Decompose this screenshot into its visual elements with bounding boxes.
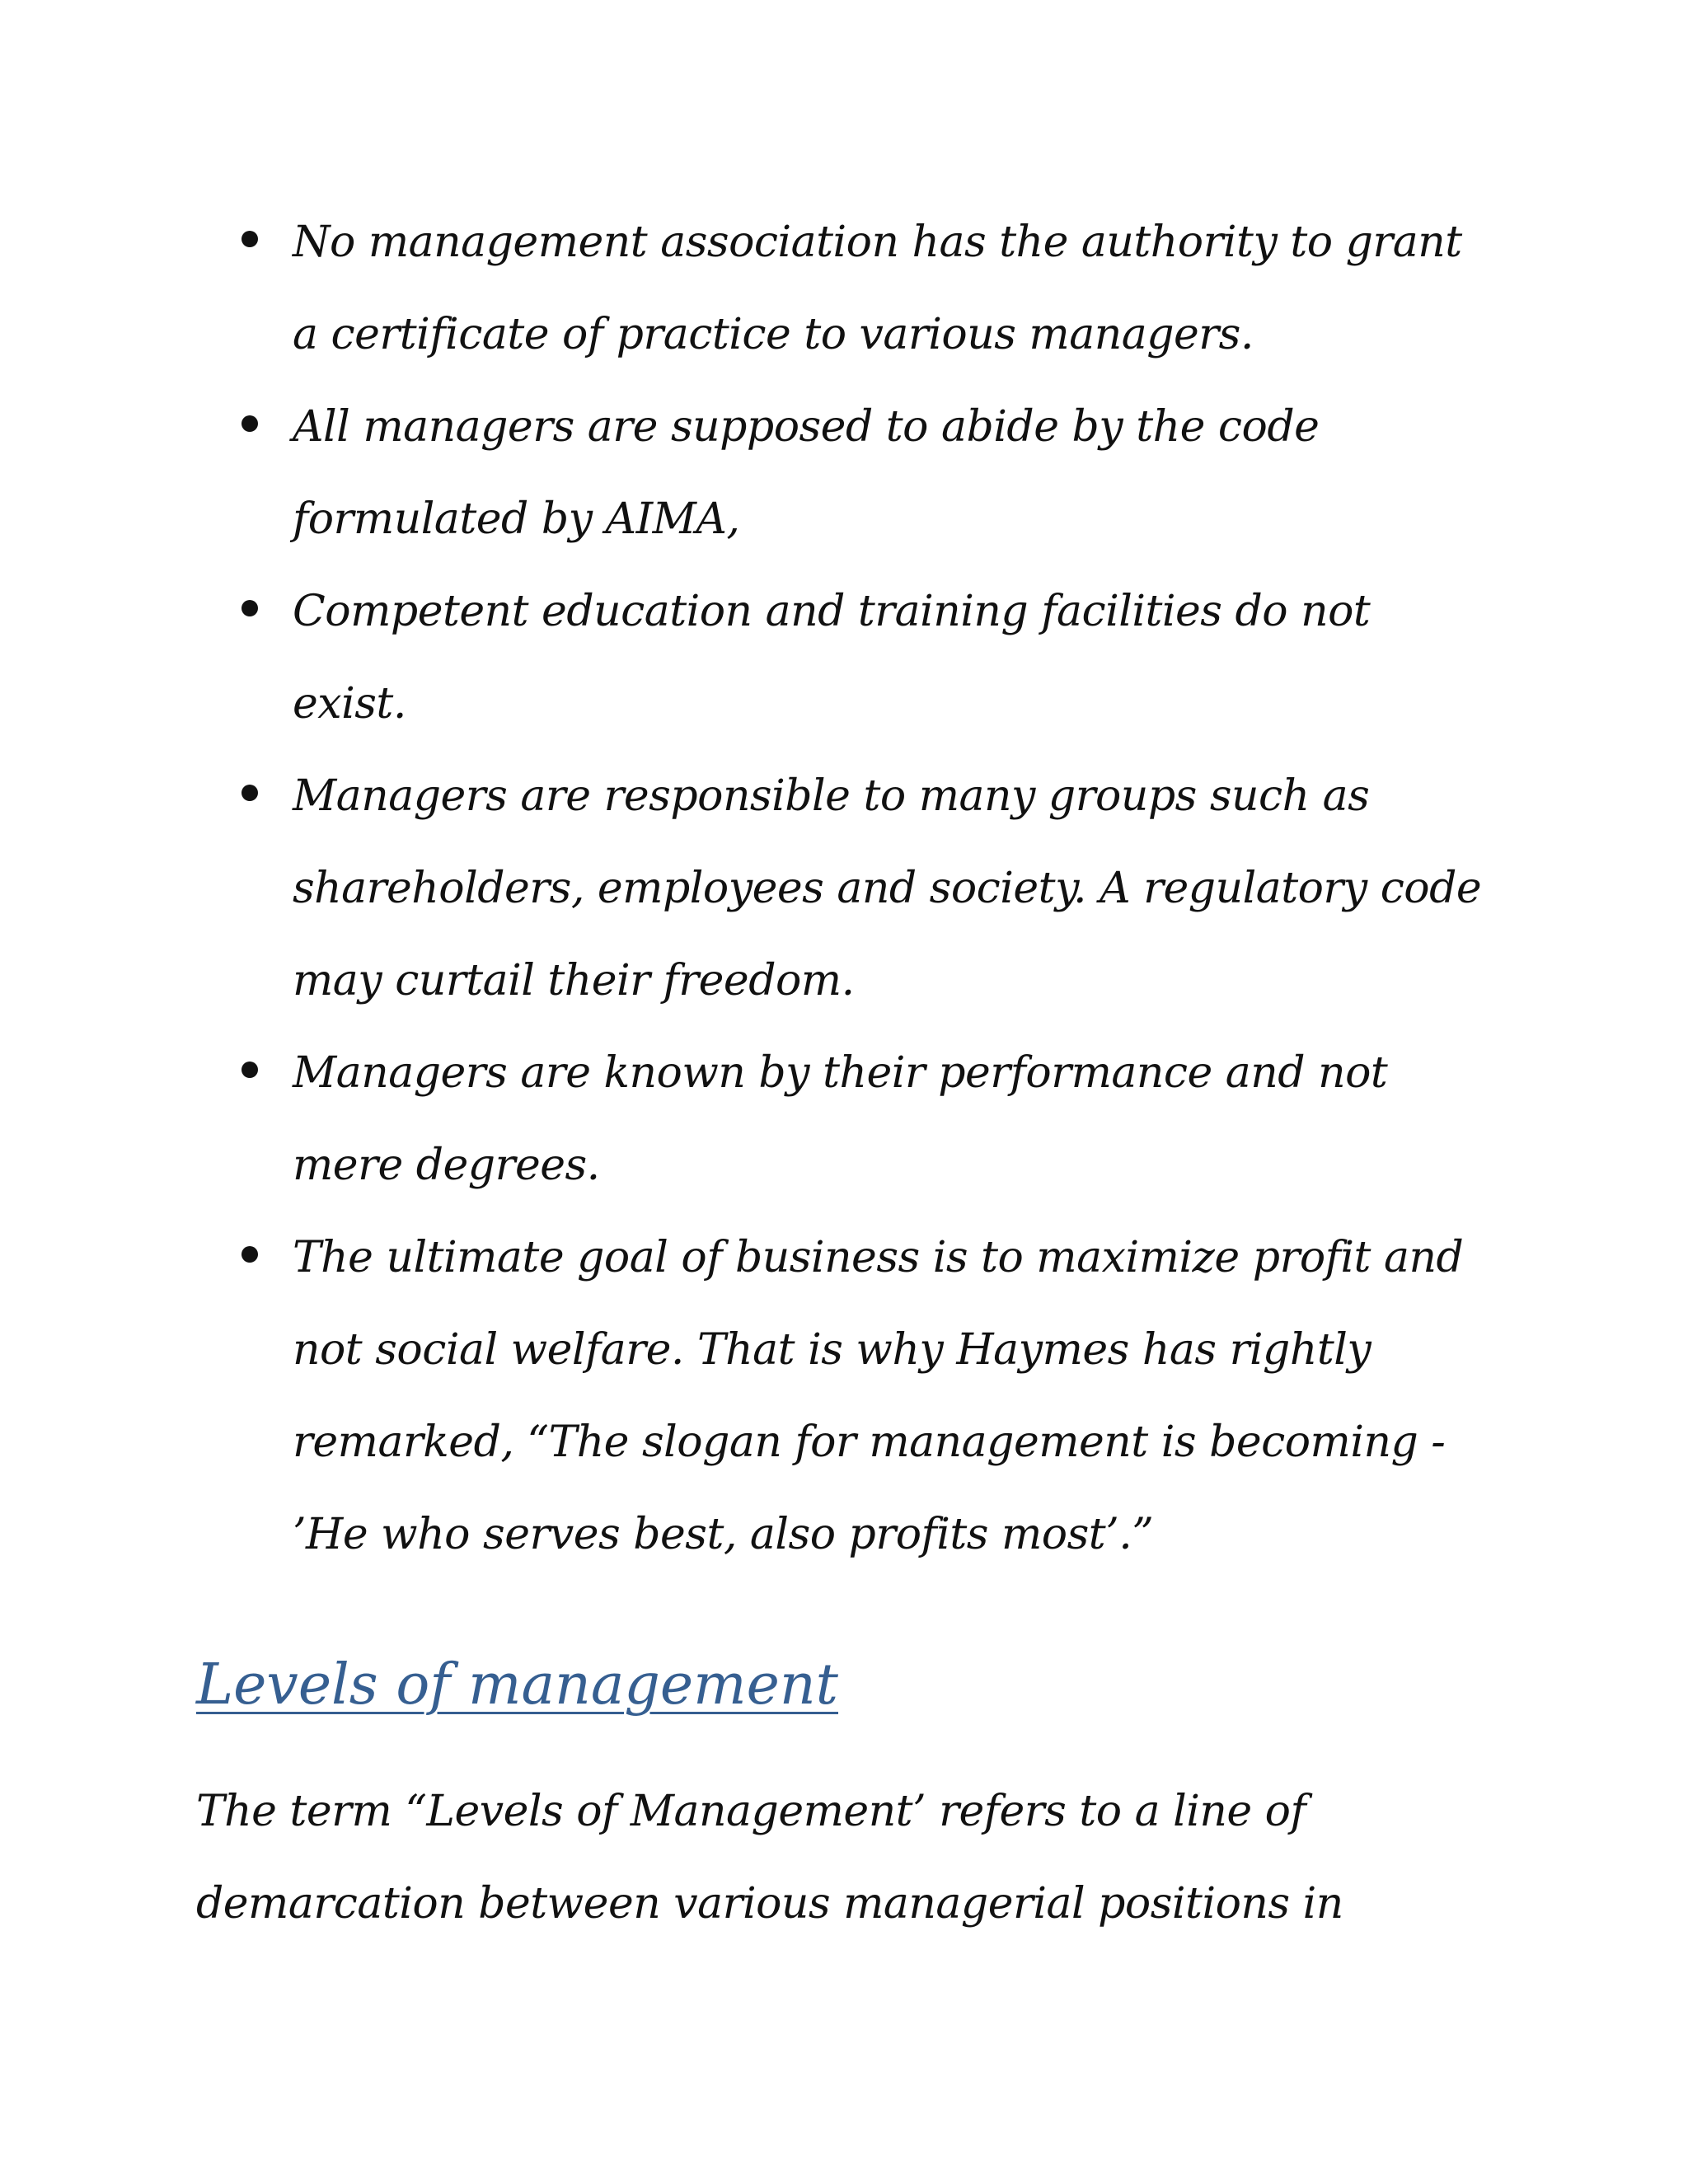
list-item — [293, 381, 1488, 565]
list-item — [293, 1212, 1488, 1581]
list-item-text: Managers are known by their performance and not mere degrees. — [293, 1048, 1388, 1190]
list-item-text: The ultimate goal of business is to maximize profit and not social welfare. That is why Haymes has rightly remarked, “The slogan for management is becoming - ’He who serves best, also profits most’.” — [293, 1233, 1464, 1559]
list-item — [293, 196, 1488, 381]
bullet-dot-icon — [241, 1246, 258, 1263]
bullet-dot-icon — [241, 600, 258, 616]
list-item-text: Managers are responsible to many groups such as shareholders, employees and society. A regulatory code may curtail their freedom. — [293, 771, 1482, 1005]
list-item — [293, 565, 1488, 750]
list-item-text: Competent education and training facilities do not exist. — [293, 587, 1371, 729]
list-item-text: All managers are supposed to abide by the code formulated by AIMA, — [293, 402, 1320, 544]
bullet-list — [293, 196, 1488, 1581]
body-paragraph: The term “Levels of Management’ refers to a line of demarcation between various managerial positions in — [196, 1787, 1343, 1929]
bullet-dot-icon — [241, 415, 258, 432]
list-item-text: No management association has the authority to grant a certificate of practice to various managers. — [293, 218, 1462, 359]
list-item — [293, 750, 1488, 1027]
bullet-dot-icon — [241, 231, 258, 247]
section-heading: Levels of management — [196, 1652, 839, 1718]
list-item — [293, 1027, 1488, 1212]
bullet-dot-icon — [241, 785, 258, 801]
bullet-dot-icon — [241, 1062, 258, 1078]
